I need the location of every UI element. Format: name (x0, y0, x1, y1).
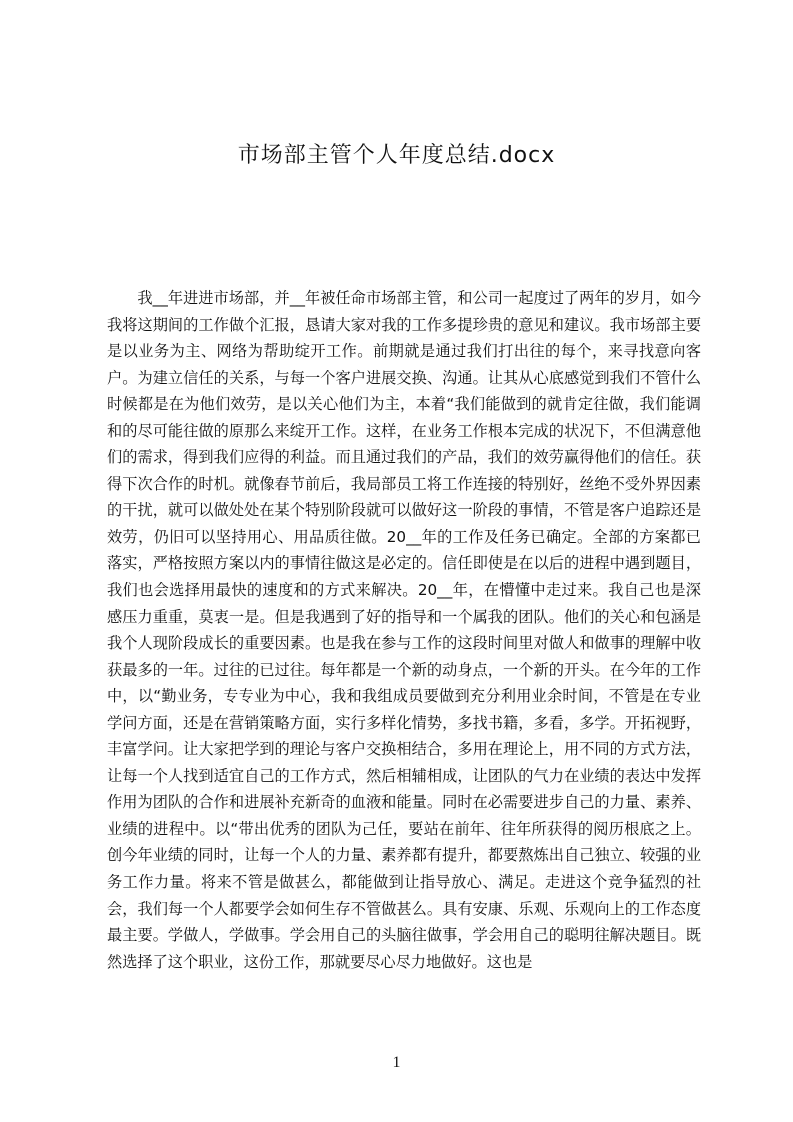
body-paragraph: 我__年进进市场部，并__年被任命市场部主管，和公司一起度过了两年的岁月，如今我将这期间的工作做个汇报，恳请大家对我的工作多提珍贵的意见和建议。我市场部主要是以业务为主、网络为帮助绽开工作。前期就是通过我们打出往的每个，来寻找意向客户。为建立信任的关系，与每一个客户进展交换、沟通。让其从心底感觉到我们不管什么时候都是在为他们效劳，是以关心他们为主，本着“我们能做到的就肯定往做，我们能调和的尽可能往做的原那么来绽开工作。这样，在业务工作根本完成的状况下，不但满意他们的需求，得到我们应得的利益。而且通过我们的产品，我们的效劳赢得他们的信任。获得下次合作的时机。就像春节前后，我局部员工将工作连接的特别好，丝绝不受外界因素的干扰，就可以做处处在某个特别阶段就可以做好这一阶段的事情，不管是客户追踪还是效劳，仍旧可以坚持用心、用品质往做。20__年的工作及任务已确定。全部的方案都已落实，严格按照方案以内的事情往做这是必定的。信任即使是在以后的进程中遇到题目，我们也会选择用最快的速度和的方式来解决。20__年，在懵懂中走过来。我自己也是深感压力重重，莫衷一是。但是我遇到了好的指导和一个属我的团队。他们的关心和包涵是我个人现阶段成长的重要因素。也是我在参与工作的这段时间里对做人和做事的理解中收获最多的一年。过往的已过往。每年都是一个新的动身点，一个新的开头。在今年的工作中，以“勤业务，专专业为中心，我和我组成员要做到充分利用业余时间，不管是在专业学问方面，还是在营销策略方面，实行多样化情势，多找书籍，多看，多学。开拓视野，丰富学问。让大家把学到的理论与客户交换相结合，多用在理论上，用不同的方式方法，让每一个人找到适宜自己的工作方式，然后相辅相成，让团队的气力在业绩的表达中发挥作用为团队的合作和进展补充新奇的血液和能量。同时在必需要进步自己的力量、素养、业绩的进程中。以“带出优秀的团队为己任，要站在前年、往年所获得的阅历根底之上。创今年业绩的同时，让每一个人的力量、素养都有提升，都要熬炼出自己独立、较强的业务工作力量。将来不管是做甚么，都能做到让指导放心、满足。走进这个竞争猛烈的社会，我们每一个人都要学会如何生存不管做甚么。具有安康、乐观、乐观向上的工作态度最主要。学做人，学做事。学会用自己的头脑往做事，学会用自己的聪明往解决题目。既然选择了这个职业，这份工作，那就要尽心尽力地做好。这也是 (107, 289, 701, 971)
document-title: 市场部主管个人年度总结.docx (237, 143, 556, 168)
page-number: 1 (392, 1054, 401, 1071)
